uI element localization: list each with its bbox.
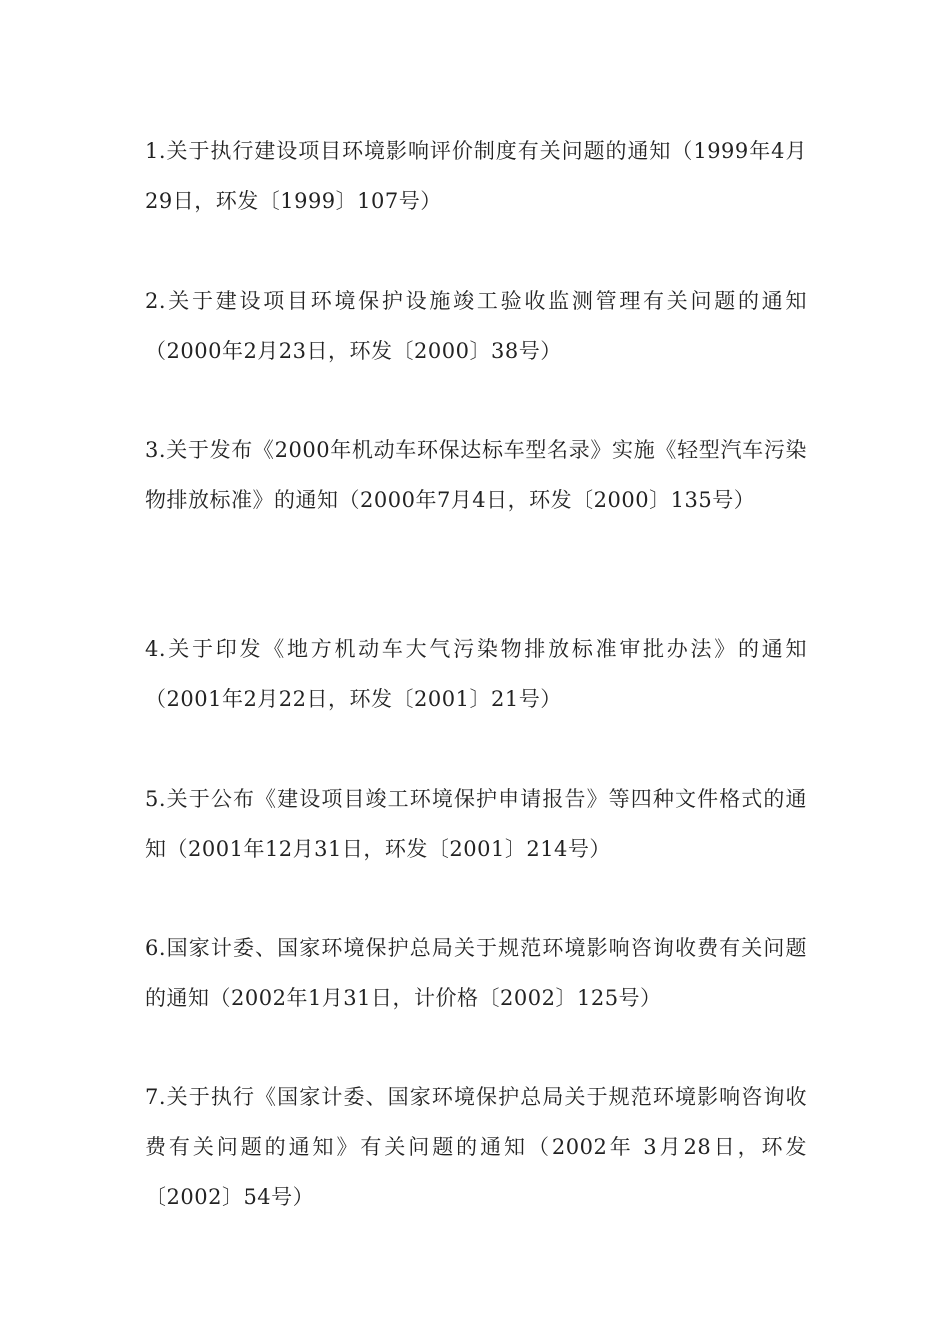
document-item: 5.关于公布《建设项目竣工环境保护申请报告》等四种文件格式的通知（2001年12月31日，环发〔2001〕214号） bbox=[145, 787, 807, 861]
document-item: 3.关于发布《2000年机动车环保达标车型名录》实施《轻型汽车污染物排放标准》的通知（2000年7月4日，环发〔2000〕135号） bbox=[145, 438, 807, 512]
document-item: 1.关于执行建设项目环境影响评价制度有关问题的通知（1999年4月29日，环发〔1999〕107号） bbox=[145, 139, 807, 213]
document-item: 4.关于印发《地方机动车大气污染物排放标准审批办法》的通知（2001年2月22日，环发〔2001〕21号） bbox=[145, 637, 807, 711]
document-item: 6.国家计委、国家环境保护总局关于规范环境影响咨询收费有关问题的通知（2002年1月31日，计价格〔2002〕125号） bbox=[145, 936, 807, 1010]
document-item: 7.关于执行《国家计委、国家环境保护总局关于规范环境影响咨询收费有关问题的通知》有关问题的通知（2002年 3月28日，环发〔2002〕54号） bbox=[145, 1085, 807, 1209]
document-item: 2.关于建设项目环境保护设施竣工验收监测管理有关问题的通知（2000年2月23日，环发〔2000〕38号） bbox=[145, 289, 807, 363]
